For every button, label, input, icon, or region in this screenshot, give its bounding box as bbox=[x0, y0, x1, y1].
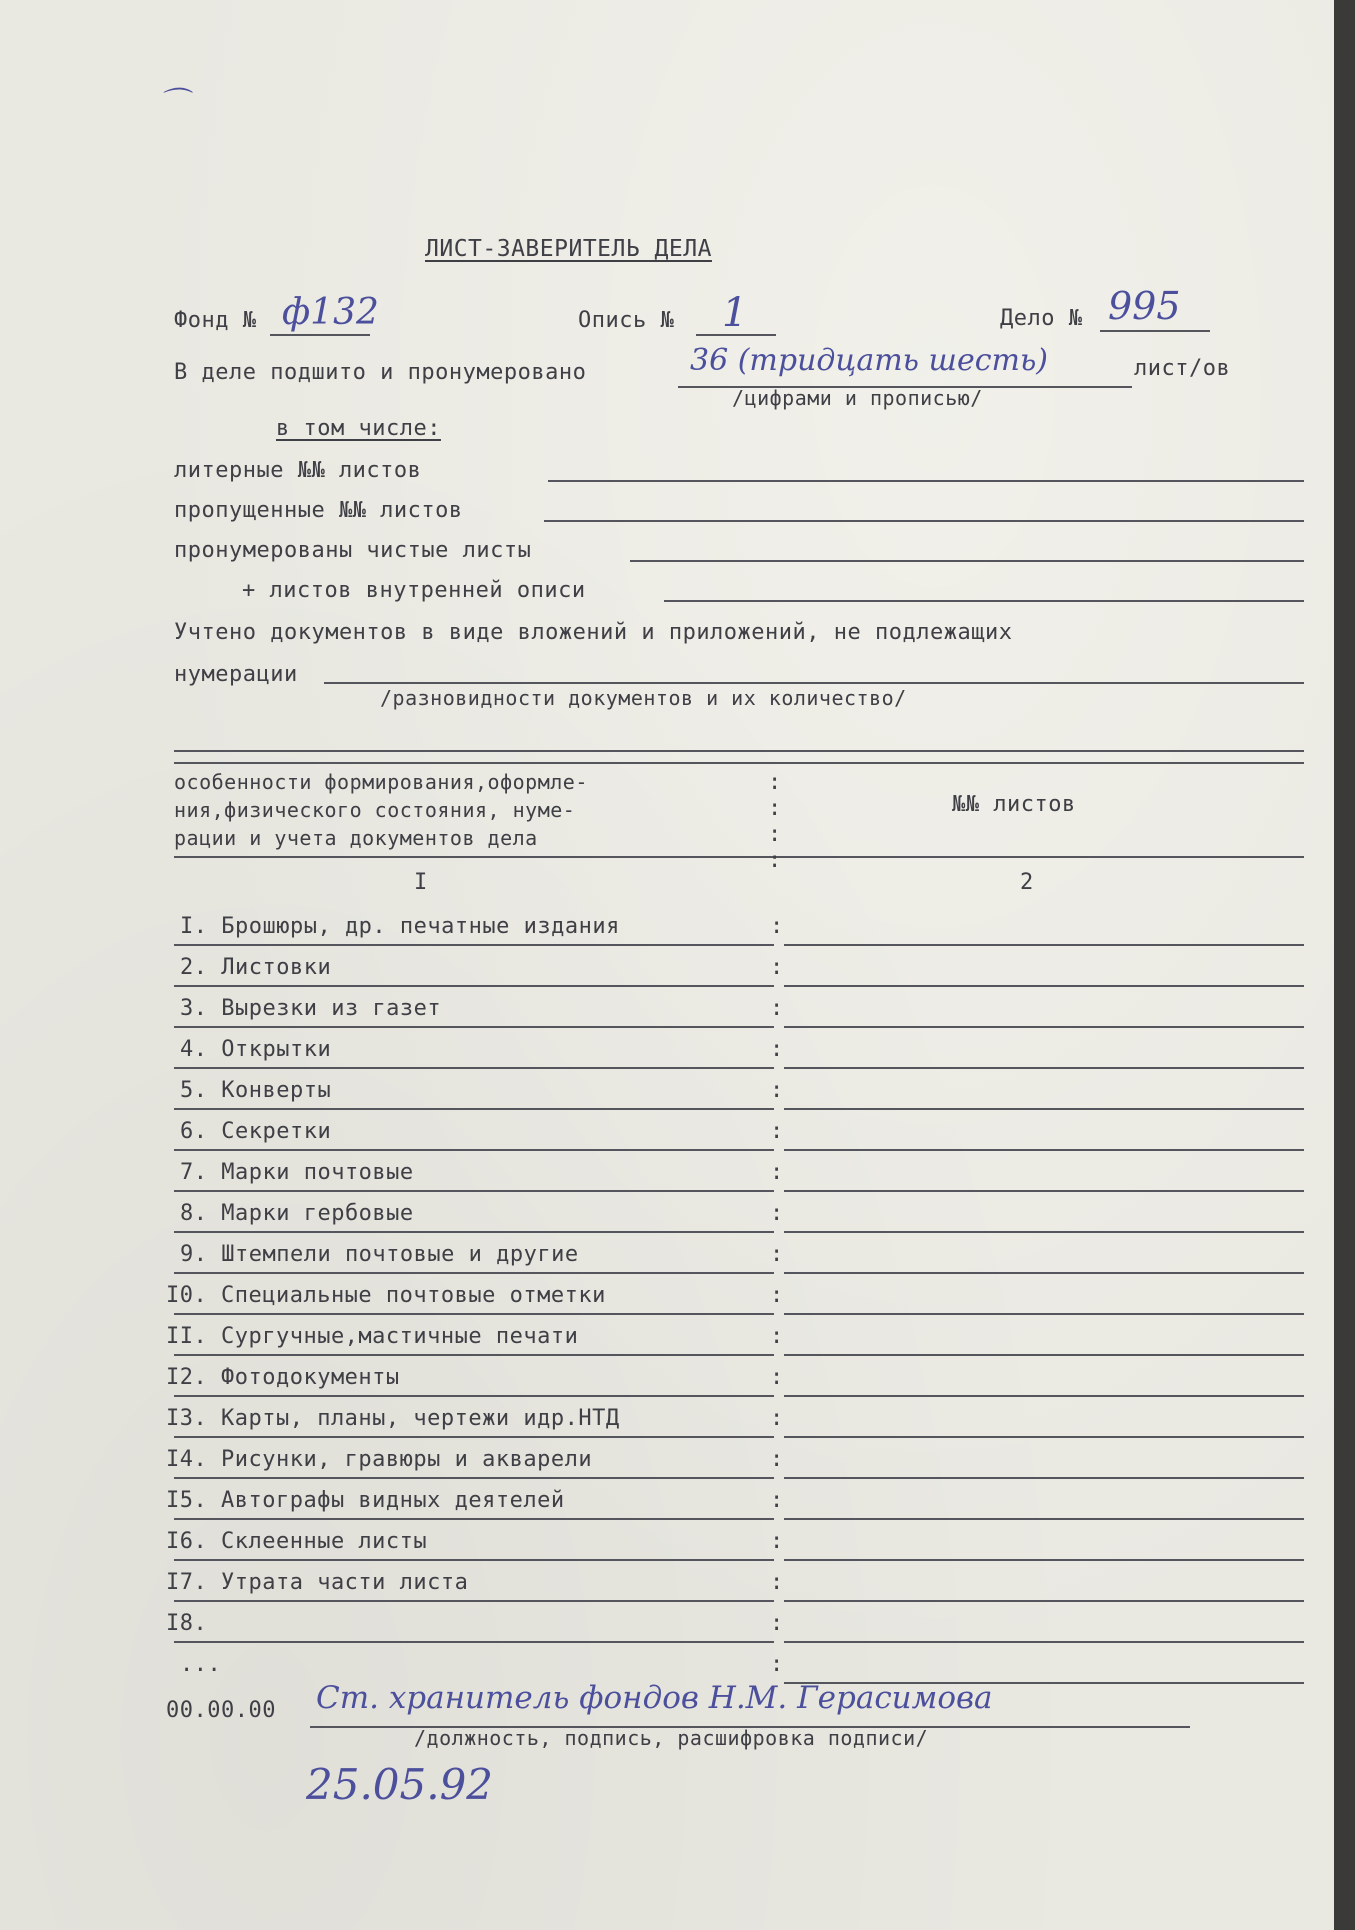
fond-value: ф132 bbox=[282, 292, 379, 333]
col-separator-header: : : : : bbox=[768, 770, 782, 873]
row-underline-col2 bbox=[784, 1436, 1304, 1438]
signature-date: 25.05.92 bbox=[306, 1760, 494, 1809]
delo-value: 995 bbox=[1108, 284, 1181, 328]
row-underline-col1 bbox=[174, 944, 774, 946]
col-separator: : bbox=[770, 1160, 784, 1185]
table-top-rule bbox=[174, 762, 1304, 764]
including-underline-4 bbox=[664, 600, 1304, 602]
row-underline-col2 bbox=[784, 1231, 1304, 1233]
table-col1-header-1: особенности формирования,оформле- bbox=[174, 770, 588, 794]
accounted-underline bbox=[324, 682, 1304, 684]
table-row-label: I3. Карты, планы, чертежи идр.НТД bbox=[166, 1406, 620, 1431]
including-line-2: пропущенные №№ листов bbox=[174, 498, 463, 523]
table-row-label: I4. Рисунки, гравюры и акварели bbox=[166, 1447, 593, 1472]
table-row-label: II. Сургучные,мастичные печати bbox=[166, 1324, 579, 1349]
table-col2-header: №№ листов bbox=[952, 792, 1076, 817]
signature-handwritten: Ст. хранитель фондов Н.М. Герасимова bbox=[316, 1680, 993, 1716]
table-row-label: I6. Склеенные листы bbox=[166, 1529, 428, 1554]
row-underline-col2 bbox=[784, 1641, 1304, 1643]
row-underline-col1 bbox=[174, 1518, 774, 1520]
row-underline-col1 bbox=[174, 1149, 774, 1151]
including-line-3: пронумерованы чистые листы bbox=[174, 538, 532, 563]
opis-value: 1 bbox=[722, 290, 748, 336]
row-underline-col2 bbox=[784, 1395, 1304, 1397]
fond-underline bbox=[270, 334, 370, 336]
table-row-label: 8. Марки гербовые bbox=[180, 1201, 414, 1226]
col-separator: : bbox=[770, 1242, 784, 1267]
table-row-label: 7. Марки почтовые bbox=[180, 1160, 414, 1185]
signature-hint: /должность, подпись, расшифровка подписи/ bbox=[414, 1726, 929, 1750]
table-col1-header-2: ния,физического состояния, нуме- bbox=[174, 798, 576, 822]
row-underline-col1 bbox=[174, 1231, 774, 1233]
row-underline-col1 bbox=[174, 1395, 774, 1397]
table-row-label: I. Брошюры, др. печатные издания bbox=[180, 914, 620, 939]
table-row-label: 6. Секретки bbox=[180, 1119, 332, 1144]
delo-underline bbox=[1100, 330, 1210, 332]
table-row-label: 9. Штемпели почтовые и другие bbox=[180, 1242, 579, 1267]
stray-mark: ⌒ bbox=[158, 86, 188, 121]
col-separator: : bbox=[770, 1283, 784, 1308]
col-separator: : bbox=[770, 1447, 784, 1472]
table-col2-number: 2 bbox=[1020, 870, 1034, 895]
accounted-hint: /разновидности документов и их количество/ bbox=[380, 686, 907, 710]
opis-label: Опись № bbox=[578, 308, 675, 333]
col-separator: : bbox=[770, 1119, 784, 1144]
row-underline-col1 bbox=[174, 1600, 774, 1602]
row-underline-col1 bbox=[174, 985, 774, 987]
col-separator: : bbox=[770, 1652, 784, 1677]
including-underline-1 bbox=[548, 480, 1304, 482]
table-row-label: 5. Конверты bbox=[180, 1078, 332, 1103]
accounted-line-1: Учтено документов в виде вложений и приложений, не подлежащих bbox=[174, 620, 1013, 645]
row-underline-col1 bbox=[174, 1067, 774, 1069]
row-underline-col1 bbox=[174, 1559, 774, 1561]
table-row-label: I2. Фотодокументы bbox=[166, 1365, 400, 1390]
including-line-4: + листов внутренней описи bbox=[242, 578, 586, 603]
row-underline-col2 bbox=[784, 1518, 1304, 1520]
stitched-unit: лист/ов bbox=[1134, 356, 1231, 381]
row-underline-col2 bbox=[784, 1026, 1304, 1028]
including-underline-3 bbox=[630, 560, 1304, 562]
table-row-label: ... bbox=[180, 1652, 222, 1677]
including-label: в том числе: bbox=[276, 416, 441, 441]
row-underline-col2 bbox=[784, 1559, 1304, 1561]
row-underline-col2 bbox=[784, 1067, 1304, 1069]
row-underline-col1 bbox=[174, 1272, 774, 1274]
col-separator: : bbox=[770, 1365, 784, 1390]
table-row-label: I0. Специальные почтовые отметки bbox=[166, 1283, 606, 1308]
col-separator: : bbox=[770, 1529, 784, 1554]
row-underline-col2 bbox=[784, 985, 1304, 987]
stitched-label: В деле подшито и пронумеровано bbox=[174, 360, 587, 385]
table-header-rule bbox=[174, 856, 1304, 858]
table-row-label: 4. Открытки bbox=[180, 1037, 332, 1062]
col-separator: : bbox=[770, 996, 784, 1021]
row-underline-col2 bbox=[784, 944, 1304, 946]
row-underline-col1 bbox=[174, 1313, 774, 1315]
table-row-label: I7. Утрата части листа bbox=[166, 1570, 469, 1595]
col-separator: : bbox=[770, 955, 784, 980]
table-col1-number: I bbox=[414, 870, 428, 895]
row-underline-col2 bbox=[784, 1149, 1304, 1151]
row-underline-col1 bbox=[174, 1436, 774, 1438]
stitched-value: 36 (тридцать шесть) bbox=[690, 343, 1048, 378]
row-underline-col2 bbox=[784, 1354, 1304, 1356]
table-col1-header-3: рации и учета документов дела bbox=[174, 826, 538, 850]
table-row-label: 3. Вырезки из газет bbox=[180, 996, 442, 1021]
date-placeholder: 00.00.00 bbox=[166, 1698, 276, 1723]
including-line-1: литерные №№ листов bbox=[174, 458, 422, 483]
row-underline-col1 bbox=[174, 1190, 774, 1192]
col-separator: : bbox=[770, 1324, 784, 1349]
col-separator: : bbox=[770, 1201, 784, 1226]
col-separator: : bbox=[770, 1570, 784, 1595]
table-row-label: 2. Листовки bbox=[180, 955, 332, 980]
opis-underline bbox=[696, 334, 776, 336]
row-underline-col1 bbox=[174, 1026, 774, 1028]
col-separator: : bbox=[770, 1488, 784, 1513]
row-underline-col2 bbox=[784, 1477, 1304, 1479]
col-separator: : bbox=[770, 1611, 784, 1636]
col-separator: : bbox=[770, 914, 784, 939]
blank-line bbox=[174, 750, 1304, 752]
including-underline-2 bbox=[544, 520, 1304, 522]
table-row-label: I8. bbox=[166, 1611, 208, 1636]
col-separator: : bbox=[770, 1078, 784, 1103]
row-underline-col2 bbox=[784, 1600, 1304, 1602]
stitched-hint: /цифрами и прописью/ bbox=[732, 386, 983, 410]
row-underline-col2 bbox=[784, 1190, 1304, 1192]
row-underline-col2 bbox=[784, 1313, 1304, 1315]
table-row-label: I5. Автографы видных деятелей bbox=[166, 1488, 565, 1513]
row-underline-col1 bbox=[174, 1477, 774, 1479]
row-underline-col1 bbox=[174, 1354, 774, 1356]
col-separator: : bbox=[770, 1037, 784, 1062]
fond-label: Фонд № bbox=[174, 308, 257, 333]
document-title: ЛИСТ-ЗАВЕРИТЕЛЬ ДЕЛА bbox=[425, 236, 712, 262]
row-underline-col1 bbox=[174, 1108, 774, 1110]
accounted-line-2: нумерации bbox=[174, 662, 298, 687]
row-underline-col2 bbox=[784, 1272, 1304, 1274]
col-separator: : bbox=[770, 1406, 784, 1431]
delo-label: Дело № bbox=[1000, 306, 1083, 331]
row-underline-col1 bbox=[174, 1641, 774, 1643]
row-underline-col2 bbox=[784, 1108, 1304, 1110]
